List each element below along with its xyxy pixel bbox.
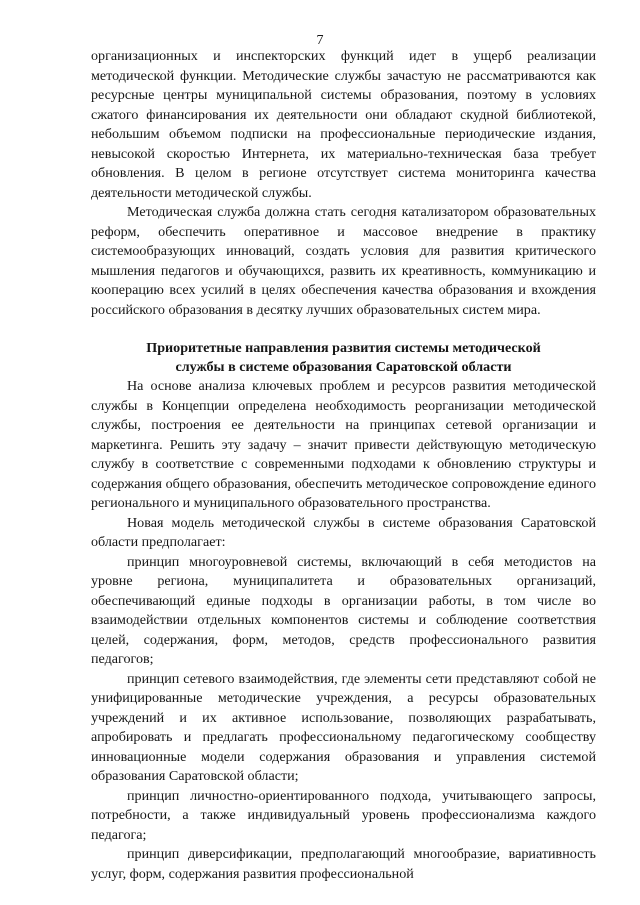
paragraph-text: Методическая служба должна стать сегодня катализатором образовательных реформ, обеспечить оперативное и массовое внедрение в практику системообразующих инноваций, создать условия для развития критического мышления педагогов и обучающихся, развить их креативность, коммуникацию и кооперацию всех усилий в целях обеспечения качества образования и вхождения российского образования в десятку лучших образовательных систем мира. [91, 204, 596, 318]
page-number: 7 [316, 33, 324, 48]
section-heading-line: Приоритетные направления развития системы методической [146, 340, 541, 356]
list-item-principle: принцип диверсификации, предполагающий многообразие, вариативность услуг, форм, содержания развития профессиональной [91, 846, 596, 882]
list-item-principle: принцип личностно-ориентированного подхода, учитывающего запросы, потребности, а также индивидуальный уровень профессионализма каждого педагога; [91, 787, 596, 843]
paragraph-text: На основе анализа ключевых проблем и ресурсов развития методической службы в Концепции определена необходимость реорганизации методической службы, построения ее деятельности на принципах сетевой организации и маркетинга. Решить эту задачу – значит привести действующую методическую службу в соответствие с современными подходами к обновлению структуры и содержания общего образования, обеспечить методическое сопровождение единого регионального и муниципального образовательного пространства. [91, 378, 596, 511]
section-heading-line: службы в системе образования Саратовской области [175, 359, 512, 375]
paragraph-text: организационных и инспекторских функций идет в ущерб реализации методической функции. Методические службы зачастую не рассматриваются как ресурсные центры муниципальной системы образования, поэтому в условиях сжатого финансирования их деятельности они обладают скудной библиотекой, небольшим объемом подписки на профессиональные периодические издания, невысокой скоростью Интернета, их материально-техническая база требует обновления. В целом в регионе отсутствует система мониторинга качества деятельности методической службы. [91, 48, 596, 201]
list-item-principle: принцип сетевого взаимодействия, где элементы сети представляют собой не унифицированные методические учреждения, а ресурсы образовательных учреждений и их активное использование, позволяющих разрабатывать, апробировать и предлагать профессиональному педагогическому сообществу инновационные модели содержания образования и управления системой образования Саратовской области; [91, 670, 596, 784]
list-item-principle: принцип многоуровневой системы, включающий в себя методистов на уровне региона, муниципалитета и образовательных организаций, обеспечивающий единые подходы в организации работы, в том числе во взаимодействии отдельных компонентов системы и соблюдение соответствия целей, содержания, форм, методов, средств профессионального развития педагогов; [91, 553, 596, 667]
paragraph-text: Новая модель методической службы в системе образования Саратовской области предполагает: [91, 514, 596, 550]
document-body [91, 47, 596, 884]
